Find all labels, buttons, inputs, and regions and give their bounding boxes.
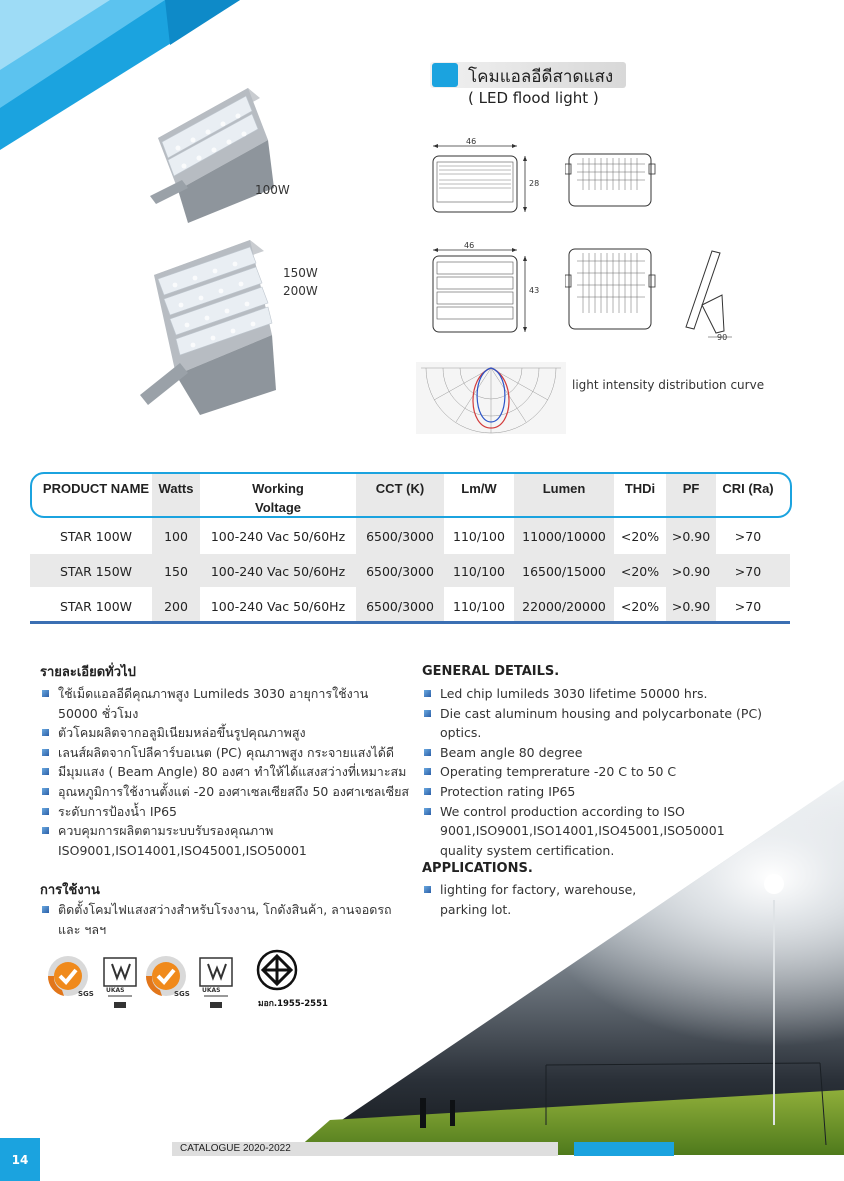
table-cell: >70: [734, 599, 762, 614]
sgs-iso-logo-2: [142, 952, 194, 1010]
table-cell: <20%: [620, 564, 660, 579]
th-working: Working: [252, 481, 304, 496]
table-cell: 16500/15000: [522, 564, 606, 579]
list-item: Die cast aluminum housing and polycarbonate (PC) optics.: [422, 704, 802, 743]
list-item: Protection rating IP65: [422, 782, 802, 802]
table-cell: 6500/3000: [366, 599, 434, 614]
list-item: ตัวโคมผลิตจากอลูมิเนียมหล่อขึ้นรูปคุณภาพสูง: [40, 723, 420, 743]
table-cell: <20%: [620, 599, 660, 614]
th-cri: CRI (Ra): [722, 481, 774, 496]
curve-caption: light intensity distribution curve: [572, 378, 765, 392]
table-cell: 100: [164, 529, 188, 544]
table-cell: 22000/20000: [522, 599, 606, 614]
product-label-150w: 150W: [283, 266, 318, 280]
dim-height-large: 43: [529, 286, 540, 295]
title-square-icon: [432, 63, 458, 87]
list-item: Operating temprerature -20 C to 50 C: [422, 762, 802, 782]
list-item: ควบคุมการผลิตตามระบบรับรองคุณภาพ: [40, 821, 420, 841]
table-cell: 200: [164, 599, 188, 614]
table-cell: 110/100: [453, 564, 505, 579]
applications-th-heading: การใช้งาน: [40, 883, 100, 898]
tis-standard-label: มอก.1955-2551: [258, 999, 328, 1009]
dimension-drawing-front-large: [425, 244, 545, 336]
table-cell: STAR 150W: [59, 564, 133, 579]
list-item: parking lot.: [440, 901, 512, 917]
table-cell: >0.90: [671, 599, 711, 614]
list-item: 50000 ชั่วโมง: [58, 705, 139, 721]
ukas-logo-1: [100, 954, 140, 1010]
tis-mark-icon: [252, 948, 302, 994]
table-cell: 6500/3000: [366, 564, 434, 579]
details-en-heading: GENERAL DETAILS.: [422, 664, 560, 679]
table-cell: STAR 100W: [59, 529, 133, 544]
dimension-drawing-side: [680, 245, 744, 345]
details-en-list: [422, 684, 802, 860]
table-cell: >0.90: [671, 529, 711, 544]
dimension-drawing-back-small: [565, 150, 657, 210]
table-cell: STAR 100W: [59, 599, 133, 614]
sgs-iso-logo-1: [44, 952, 96, 1010]
th-lumen: Lumen: [542, 481, 586, 496]
th-pf: PF: [682, 481, 700, 496]
table-cell: 11000/10000: [522, 529, 606, 544]
dim-angle: 90: [717, 333, 728, 342]
list-item: อุณหภูมิการใช้งานตั้งแต่ -20 องศาเซลเซียสถึง 50 องศาเซลเซียส: [40, 782, 420, 802]
table-cell: 6500/3000: [366, 529, 434, 544]
details-th-heading: รายละเอียดทั่วไป: [40, 665, 136, 680]
list-item: เลนส์ผลิตจากโปลีคาร์บอเนต (PC) คุณภาพสูง กระจายแสงได้ดี: [40, 743, 420, 763]
table-bottom-rule: [30, 621, 790, 624]
table-cell: 100-240 Vac 50/60Hz: [210, 564, 346, 579]
table-cell: >0.90: [671, 564, 711, 579]
product-image-100w: [148, 78, 278, 228]
list-item: quality system certification.: [440, 842, 615, 858]
sgs-label-1: SGS: [78, 990, 94, 998]
list-item: ระดับการป้องน้ำ IP65: [40, 802, 420, 822]
product-label-200w: 200W: [283, 284, 318, 298]
applications-th-list: [40, 900, 420, 939]
footer-catalogue: CATALOGUE 2020-2022: [180, 1143, 291, 1154]
list-item: 9001,ISO9001,ISO14001,ISO45001,ISO50001: [440, 823, 725, 839]
ukas-label-2: UKAS: [202, 987, 221, 994]
list-item: Beam angle 80 degree: [422, 743, 802, 763]
details-th-list: [40, 684, 420, 860]
sgs-label-2: SGS: [174, 990, 190, 998]
th-voltage: Voltage: [255, 500, 301, 515]
ukas-logo-2: [196, 954, 236, 1010]
dim-width-small: 46: [466, 137, 477, 146]
list-item: Led chip lumileds 3030 lifetime 50000 hrs.: [422, 684, 802, 704]
product-image-150w-200w: [140, 235, 282, 417]
th-thdi: THDi: [624, 481, 656, 496]
table-cell: <20%: [620, 529, 660, 544]
th-cct: CCT (K): [375, 481, 425, 496]
footer-accent-bar: [574, 1142, 674, 1156]
list-item: ISO9001,ISO14001,ISO45001,ISO50001: [58, 842, 307, 858]
table-cell: 100-240 Vac 50/60Hz: [210, 599, 346, 614]
page-number: 14: [0, 1138, 40, 1181]
table-cell: 100-240 Vac 50/60Hz: [210, 529, 346, 544]
applications-en-heading: APPLICATIONS.: [422, 861, 533, 876]
list-item: ติดตั้งโคมไฟแสงสว่างสำหรับโรงงาน, โกดังสินค้า, ลานจอดรถ: [40, 900, 420, 920]
applications-en-list: [422, 880, 722, 919]
table-cell: 110/100: [453, 599, 505, 614]
product-label-100w: 100W: [255, 183, 290, 197]
list-item: มีมุมแสง ( Beam Angle) 80 องศา ทำให้ได้แสงสว่างที่เหมาะสม: [40, 762, 420, 782]
table-cell: >70: [734, 564, 762, 579]
th-product-name: PRODUCT NAME: [42, 481, 150, 496]
page-title-en: ( LED flood light ): [468, 89, 599, 107]
list-item: ใช้เม็ดแอลอีดีคุณภาพสูง Lumileds 3030 อายุการใช้งาน: [40, 684, 420, 704]
light-distribution-curve: [416, 362, 566, 434]
table-cell: 150: [164, 564, 188, 579]
th-lmw: Lm/W: [461, 481, 497, 496]
dimension-drawing-front-small: [425, 140, 545, 220]
th-watts: Watts: [158, 481, 194, 496]
list-item: We control production according to ISO: [422, 802, 802, 822]
table-cell: >70: [734, 529, 762, 544]
dimension-drawing-back-large: [565, 245, 657, 333]
page-title-th: โคมแอลอีดีสาดแสง: [468, 67, 614, 87]
ukas-label-1: UKAS: [106, 987, 125, 994]
dim-width-large: 46: [464, 241, 475, 250]
table-cell: 110/100: [453, 529, 505, 544]
list-item: และ ฯลฯ: [58, 921, 107, 937]
list-item: lighting for factory, warehouse,: [422, 880, 722, 900]
dim-height-small: 28: [529, 179, 540, 188]
